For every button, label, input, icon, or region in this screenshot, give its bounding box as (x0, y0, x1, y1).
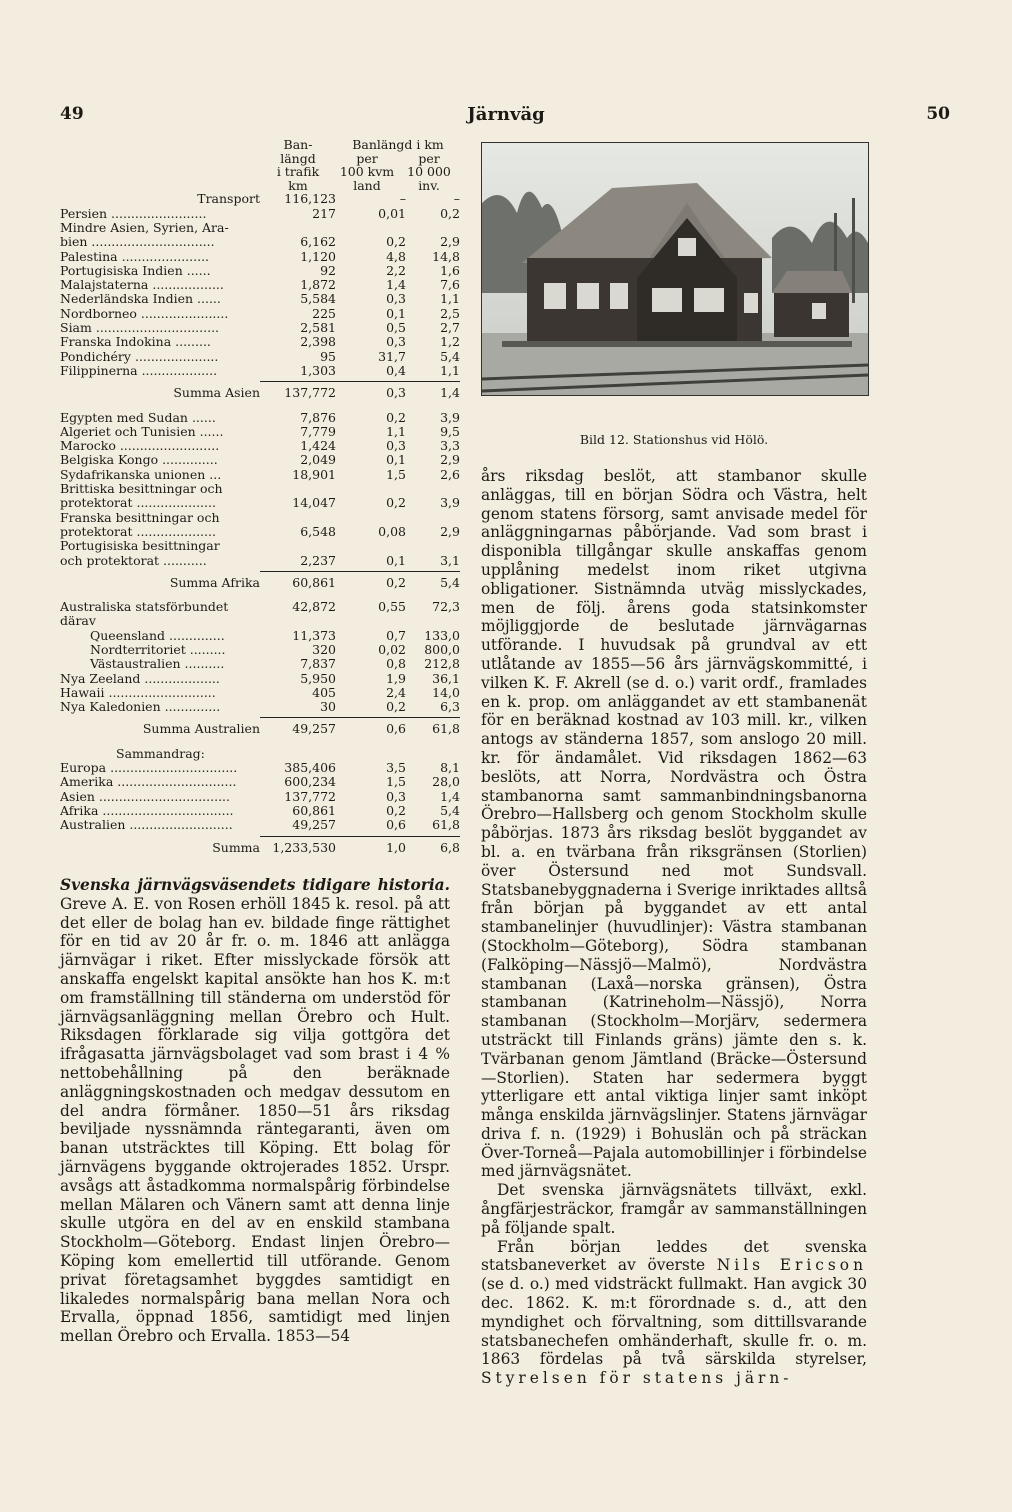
table-row: Marocko ......................... 1,424 0,3 3,3 (60, 438, 460, 454)
table-row: Australien .......................... 49,257 0,6 61,8 (60, 817, 460, 833)
table-row: Mindre Asien, Syrien, Ara- (60, 220, 229, 235)
person-name: Nils Ericson (716, 1256, 867, 1275)
summary-rows (60, 761, 460, 832)
table-row: och protektorat ........... 2,237 0,1 3,1 (60, 552, 460, 568)
table-row-sum-australia: Summa Australien 49,257 0,6 61,8 (142, 721, 460, 737)
table-row: protektorat .................... 6,548 0,08 2,9 (60, 523, 460, 539)
table-row: Queensland .............. 11,373 0,7 133,0 (90, 627, 460, 643)
table-row: Hawaii ........................... 405 2,4 14,0 (60, 684, 460, 700)
page-number-left: 49 (60, 104, 84, 124)
table-row-sum-asia: Summa Asien 137,772 0,3 1,4 (173, 385, 460, 401)
asia-rows (60, 207, 460, 379)
table-row-sum-africa: Summa Afrika 60,861 0,2 5,4 (169, 574, 460, 590)
station-house-photo (481, 142, 869, 396)
table-row: Siam ............................... 2,581 0,5 2,7 (60, 320, 460, 336)
table-row: Västaustralien .......... 7,837 0,8 212,8 (90, 656, 460, 672)
table-row: Persien ........................ 217 0,01 0,2 (60, 205, 460, 221)
left-column-text (60, 876, 450, 1346)
table-row: Europa ................................ 385,406 3,5 8,1 (60, 760, 460, 776)
table-row: Nordterritoriet ......... 320 0,02 800,0 (90, 641, 460, 657)
table-row: Sydafrikanska unionen ... 18,901 1,5 2,6 (60, 466, 460, 482)
table-row: Brittiska besittningar och (60, 482, 223, 497)
table-row: Nordborneo ...................... 225 0,1 2,5 (60, 305, 460, 321)
col-header-per: Banlängd i km per per 100 kvm 10 000 land inv. (339, 137, 451, 193)
table-row: Malajstaterna .................. 1,872 1,4 7,6 (60, 277, 460, 293)
table-row: Franska Indokina ......... 2,398 0,3 1,2 (60, 334, 460, 350)
table-row: Afrika ................................. 60,861 0,2 5,4 (60, 802, 460, 818)
station-house-illustration (482, 143, 868, 395)
table-row: därav (60, 614, 96, 629)
table-row-grand-total: Summa 1,233,530 1,0 6,8 (212, 839, 460, 855)
table-row: Algeriet och Tunisien ...... 7,779 1,1 9,5 (60, 423, 460, 439)
page-number-right: 50 (926, 104, 950, 124)
table-row-transport: Transport 116,123 – – (197, 191, 460, 207)
railway-length-table (60, 138, 460, 855)
table-row: Egypten med Sudan ...... 7,876 0,2 3,9 (60, 409, 460, 425)
table-row: Franska besittningar och (60, 510, 220, 525)
table-row: Amerika .............................. 600,234 1,5 28,0 (60, 774, 460, 790)
history-paragraph: Svenska järnvägsväsendets tidigare historia. Greve A. E. von Rosen erhöll 1845 k. resol. på att det eller de bolag han ev. bildade finge rättighet för en tid av 20 år fr. o. m. 1846 att anlägga järnvägar i riket. Efter misslyckade försök att anskaffa engelskt kapital ansökte han hos K. m:t om framställning till ständerna om understöd för järnvägsanläggning mellan Örebro och Hult. Riksdagen förklarade sig vilja gottgöra det ifrågasatta järnvägsbolaget vad som brast i 4 % nettobehållning på den beräknade anläggningskostnaden och medgav dessutom en del andra förmåner. 1850—51 års riksdag beviljade nyssnämnda räntegaranti, även om banan utsträcktes till Köping. Ett bolag för järnvägens byggande oktrojerades 1852. Urspr. avsågs att åstadkomma normalspårig förbindelse mellan Mälaren och Vänern samt att denna linje skulle utgöra en del av en enskild stambana Stockholm—Göteborg. Endast linjen Örebro—Köping kom emellertid till utförande. Genom privat företagsamhet byggdes samtidigt en likaledes normalspårig bana mellan Nora och Ervalla, öppnad 1856, samtidigt med linjen mellan Örebro och Ervalla. 1853—54 (60, 876, 450, 1346)
spaced-text: Styrelsen för statens järn- (481, 1369, 793, 1388)
africa-rows (60, 411, 460, 568)
table-row: protektorat .................... 14,047 0,2 3,9 (60, 495, 460, 511)
table-column-headers (60, 138, 460, 192)
paragraph-1: års riksdag beslöt, att stambanor skulle anläggas, till en början Södra och Västra, helt genom statens försorg, samt anvisade medel för anläggningarnas påbörjande. Vad som brast i disponibla tillgångar skulle anskaffas genom upplåning medelst inom riket utgivna obligationer. Sistnämnda utväg misslyckades, men de följ. årens goda statsinkomster möjliggjorde de beslutade järnvägarnas utförande. I huvudsak på grundval av ett utlåtande av 1855—56 års järnvägskommitté, i vilken K. F. Akrell (se d. o.) varit ordf., framlades en k. prop. om anläggandet av ett stambanenät för en beräknad kostnad av 103 mill. kr., vilken antogs av ständerna 1857, som anslogo 20 mill. kr. för ändamålet. Vid riksdagen 1862—63 beslöts, att Norra, Nordvästra och Östra stambanorna samt sammanbindningsbanorna Örebro—Hallsberg och genom Stockholm skulle påbörjas. 1873 års riksdag beslöt byggandet av bl. a. en tvärbana från riksgränsen (Storlien) över Östersund ned mot Sundsvall. Statsbanebyggnaderna i Sverige inriktades alltså från början på byggandet av ett antal stambanelinjer (huvudlinjer): Västra stambanan (Stockholm—Göteborg), Södra stambanan (Falköping—Nässjö—Malmö), Nordvästra stambanan (Laxå—norska gränsen), Östra stambanan (Katrineholm—Nässjö), Norra stambanan (Stockholm—Morjärv, sedermera utsträckt till Finlands gräns) jämte den s. k. Tvärbanan genom Jämtland (Bräcke—Östersund—Storlien). Staten har sedermera byggt ytterligare ett antal viktiga linjer samt inköpt många enskilda järnvägslinjer. Statens järnvägar driva f. n. (1929) i Bohuslän och på sträckan Över-Torneå—Pajala automobillinjer i förbindelse med järnvägsnätet. (481, 467, 867, 1181)
table-row: bien ............................... 6,162 0,2 2,9 (60, 234, 460, 250)
table-row: Pondichéry ..................... 95 31,7 5,4 (60, 348, 460, 364)
table-row: Filippinerna ................... 1,303 0,4 1,1 (60, 362, 460, 378)
table-row: Nya Kaledonien .............. 30 0,2 6,3 (60, 699, 460, 715)
table-row: Belgiska Kongo .............. 2,049 0,1 2,9 (60, 452, 460, 468)
right-column-text (481, 467, 867, 1388)
summary-heading: Sammandrag: (116, 746, 205, 761)
table-row: Australiska statsförbundet 42,872 0,55 72,3 (60, 599, 460, 615)
table-row: Nederländska Indien ...... 5,584 0,3 1,1 (60, 291, 460, 307)
paragraph-2: Det svenska järnvägsnätets tillväxt, exkl. ångfärjesträckor, framgår av sammanställningen på följande spalt. (481, 1181, 867, 1237)
section-heading: Svenska järnvägsväsendets tidigare historia. (60, 876, 450, 894)
paragraph-3: Från början leddes det svenska statsbaneverket av överste Nils Ericson (se d. o.) med vidsträckt fullmakt. Han avgick 30 dec. 1862. K. m:t förordnade s. d., att den myndighet och förvaltning, som dittillsvarande statsbanechefen omhänderhaft, skulle fr. o. m. 1863 fördelas på två särskilda styrelser, Styrelsen för statens järn- (481, 1237, 867, 1388)
table-row: Portugisiska besittningar (60, 539, 220, 554)
table-row: Portugisiska Indien ...... 92 2,2 1,6 (60, 262, 460, 278)
running-title: Järnväg (467, 104, 545, 125)
australia-rows (60, 600, 460, 714)
figure-caption: Bild 12. Stationshus vid Hölö. (579, 432, 769, 447)
table-row: Palestina ...................... 1,120 4,8 14,8 (60, 248, 460, 264)
table-row: Asien ................................. 137,772 0,3 1,4 (60, 788, 460, 804)
table-row: Nya Zeeland ................... 5,950 1,9 36,1 (60, 670, 460, 686)
col-header-length: Ban- längd i trafik km (276, 137, 320, 193)
